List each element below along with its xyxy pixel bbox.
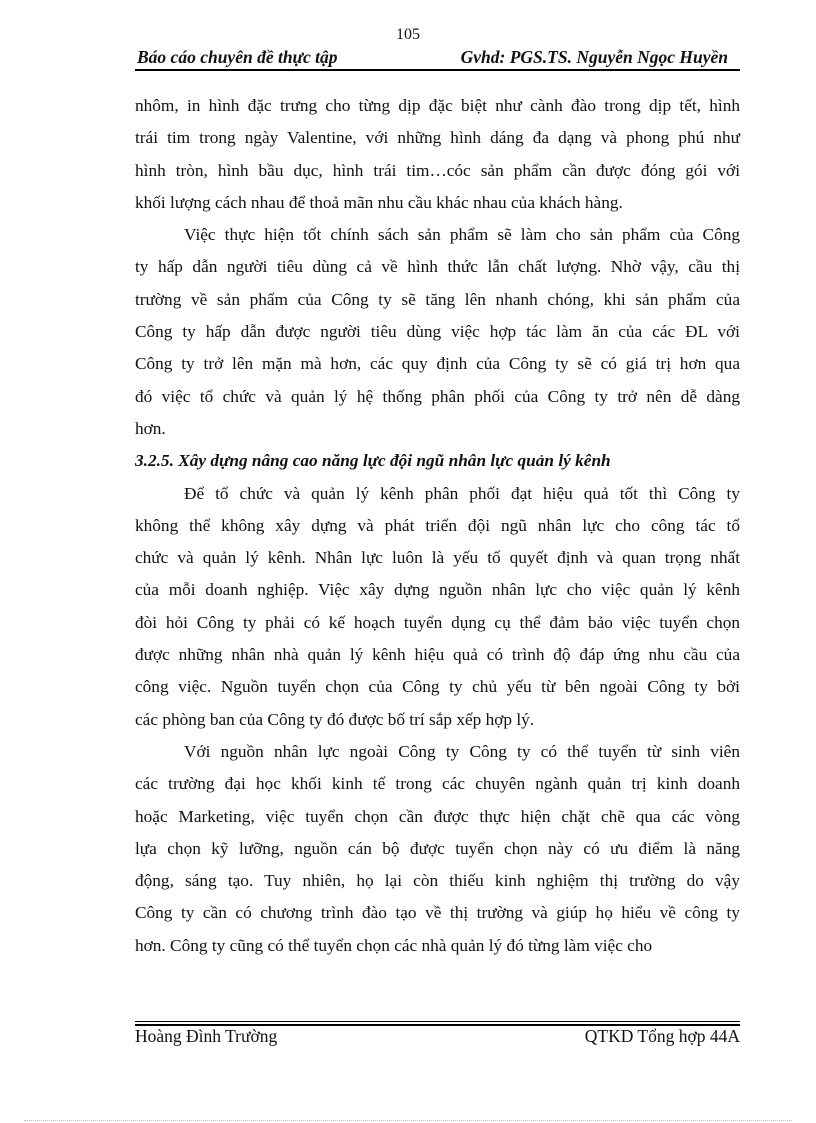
text-line: Để tổ chức và quản lý kênh phân phối đạt hiệu quả tốt thì Công ty — [184, 483, 740, 503]
paragraph-3 — [135, 478, 740, 736]
header-rule — [135, 69, 740, 71]
text-line: của mỗi doanh nghiệp. Việc xây dựng nguồn nhân lực cho việc quản lý kênh — [135, 580, 740, 600]
paragraph-2 — [135, 219, 740, 445]
text-line: ty hấp dẫn người tiêu dùng cả về hình thức lẫn chất lượng. Nhờ vậy, cầu thị — [135, 257, 740, 277]
text-line: Với nguồn nhân lực ngoài Công ty Công ty có thể tuyển từ sinh viên — [184, 741, 740, 761]
text-line: Công ty cần có chương trình đào tạo về thị trường và giúp họ hiểu về công ty — [135, 903, 740, 923]
page-header — [135, 44, 740, 68]
footer-class: QTKD Tổng hợp 44A — [584, 1026, 740, 1046]
text-line: được những nhân nhà quản lý kênh hiệu quả có trình độ đáp ứng nhu cầu của — [135, 645, 740, 665]
header-supervisor: Gvhd: PGS.TS. Nguyễn Ngọc Huyền — [460, 47, 728, 67]
text-line: Việc thực hiện tốt chính sách sản phẩm sẽ làm cho sản phẩm của Công — [184, 225, 740, 245]
text-line: Công ty trở lên mặn mà hơn, các quy định của Công ty sẽ có giá trị hơn qua — [135, 354, 740, 374]
paragraph-4 — [135, 736, 740, 962]
text-line: các phòng ban của Công ty đó được bố trí sắp xếp hợp lý. — [135, 709, 535, 729]
page-edge-divider — [24, 1120, 792, 1121]
text-line: Công ty hấp dẫn được người tiêu dùng việc hợp tác làm ăn của các ĐL với — [135, 322, 740, 342]
text-line: hơn. — [135, 418, 166, 438]
text-line: đòi hỏi Công ty phải có kế hoạch tuyển dụng cụ thể đảm bảo việc tuyển chọn — [135, 612, 740, 632]
paragraph-1 — [135, 90, 740, 219]
text-line: hình tròn, hình bầu dục, hình trái tim…cóc sản phẩm cần được đóng gói với — [135, 160, 740, 180]
text-line: hoặc Marketing, việc tuyển chọn cần được thực hiện chặt chẽ qua các vòng — [135, 806, 740, 826]
text-line: lựa chọn kỹ lưỡng, nguồn cán bộ được tuyển chọn này có ưu điểm là năng — [135, 838, 740, 858]
text-line: trường về sản phẩm của Công ty sẽ tăng lên nhanh chóng, khi sản phẩm của — [135, 289, 740, 309]
section-heading: 3.2.5. Xây dựng nâng cao năng lực đội ngũ nhân lực quản lý kênh — [135, 451, 611, 471]
text-line: công việc. Nguồn tuyển chọn của Công ty chủ yếu từ bên ngoài Công ty bởi — [135, 677, 740, 697]
text-line: đó việc tổ chức và quản lý hệ thống phân phối của Công ty trở nên dễ dàng — [135, 386, 740, 406]
text-line: hơn. Công ty cũng có thể tuyển chọn các nhà quản lý đó từng làm việc cho — [135, 935, 653, 955]
body-text — [135, 90, 740, 962]
text-line: trái tim trong ngày Valentine, với những hình dáng đa dạng và phong phú như — [135, 128, 740, 148]
page-number: 105 — [396, 26, 420, 43]
header-report-title: Báo cáo chuyên đề thực tập — [137, 47, 338, 67]
footer-rule — [135, 1021, 740, 1022]
text-line: khối lượng cách nhau để thoả mãn nhu cầu khác nhau của khách hàng. — [135, 192, 623, 212]
text-line: nhôm, in hình đặc trưng cho từng dịp đặc biệt như cành đào trong dịp tết, hình — [135, 96, 740, 115]
footer-author: Hoàng Đình Trường — [135, 1026, 278, 1046]
text-line: các trường đại học khối kinh tế trong các chuyên ngành quản trị kinh doanh — [135, 774, 740, 794]
text-line: động, sáng tạo. Tuy nhiên, họ lại còn thiếu kinh nghiệm thị trường do vậy — [135, 871, 740, 891]
text-line: không thể không xây dựng và phát triển đội ngũ nhân lực cho công tác tổ — [135, 515, 740, 535]
text-line: chức và quản lý kênh. Nhân lực luôn là yếu tố quyết định và quan trọng nhất — [135, 548, 740, 568]
